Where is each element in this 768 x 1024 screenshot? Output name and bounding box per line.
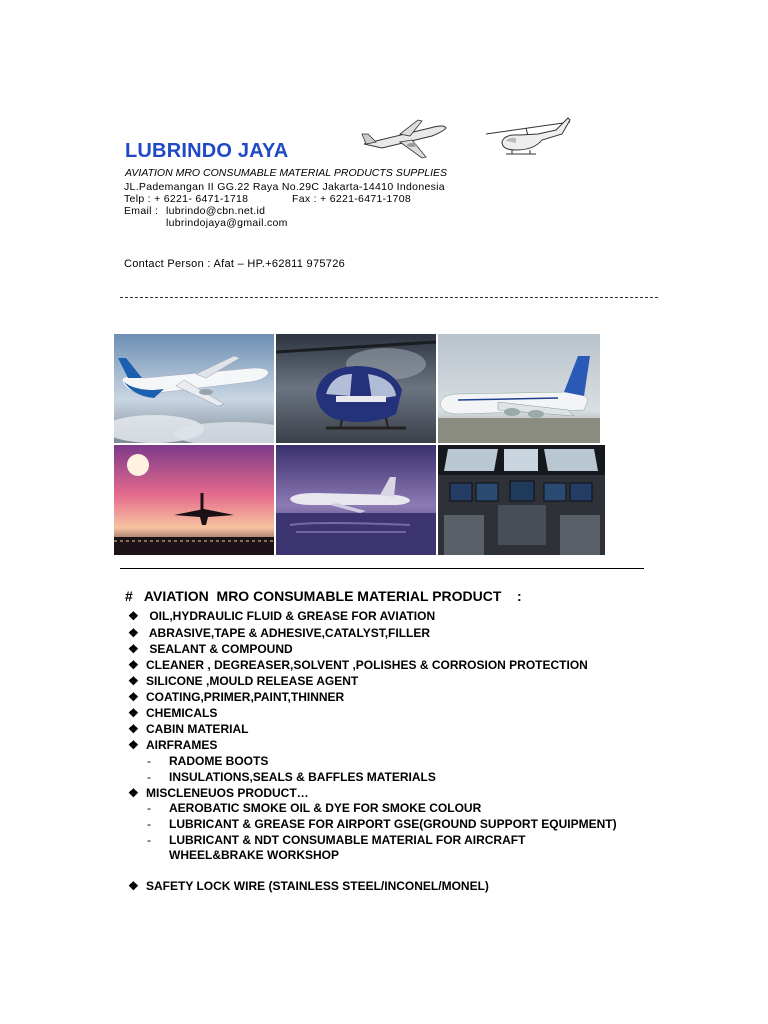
sunset-landing-photo	[114, 445, 274, 555]
dash-bullet: -	[147, 770, 151, 784]
dash-bullet: -	[147, 801, 151, 815]
dashed-divider	[120, 297, 658, 298]
diamond-bullet-icon: ❖	[128, 690, 139, 704]
list-item-text: OIL,HYDRAULIC FLUID & GREASE FOR AVIATION	[149, 609, 436, 623]
section-divider	[120, 568, 644, 569]
dash-bullet: -	[147, 754, 151, 768]
diamond-bullet-icon: ❖	[128, 658, 139, 672]
list-item-text: INSULATIONS,SEALS & BAFFLES MATERIALS	[169, 770, 436, 784]
diamond-bullet-icon: ❖	[128, 609, 139, 623]
diamond-bullet-icon: ❖	[128, 706, 139, 720]
list-item-text: WHEEL&BRAKE WORKSHOP	[169, 848, 339, 862]
sub-list-item	[128, 770, 436, 784]
airliner-sketch-icon	[360, 118, 450, 162]
list-item-text: CABIN MATERIAL	[146, 722, 249, 736]
list-item	[128, 674, 358, 688]
sub-list-item	[128, 817, 617, 831]
product-section-heading: # AVIATION MRO CONSUMABLE MATERIAL PRODUCT :	[125, 588, 522, 604]
list-item	[128, 706, 217, 720]
list-item-text: SAFETY LOCK WIRE (STAINLESS STEEL/INCONEL/MONEL)	[146, 879, 489, 893]
sub-list-item	[128, 801, 481, 815]
telephone: Telp : + 6221- 6471-1718	[124, 193, 249, 205]
list-item-text: CHEMICALS	[146, 706, 218, 720]
diamond-bullet-icon: ❖	[128, 674, 139, 688]
jet-airliner-sky-photo	[114, 334, 274, 443]
list-item-text: AEROBATIC SMOKE OIL & DYE FOR SMOKE COLOUR	[169, 801, 482, 815]
helicopter-sketch-icon	[482, 108, 576, 162]
contact-person: Contact Person : Afat – HP.+62811 975726	[124, 258, 346, 270]
address: JL.Pademangan II GG.22 Raya No.29C Jakarta-14410 Indonesia	[124, 181, 445, 193]
dash-bullet: -	[147, 817, 151, 831]
list-item	[128, 690, 344, 704]
list-item	[128, 786, 309, 800]
list-item-text: MISCLENEUOS PRODUCT…	[146, 786, 309, 800]
list-item-text: LUBRICANT & GREASE FOR AIRPORT GSE(GROUND SUPPORT EQUIPMENT)	[169, 817, 617, 831]
list-item-text: SILICONE ,MOULD RELEASE AGENT	[146, 674, 359, 688]
list-item	[128, 879, 489, 893]
helicopter-photo	[276, 334, 436, 443]
list-item	[128, 738, 217, 752]
list-item-text: AIRFRAMES	[146, 738, 218, 752]
diamond-bullet-icon: ❖	[128, 879, 139, 893]
email-secondary[interactable]: lubrindojaya@gmail.com	[166, 217, 288, 229]
a380-runway-photo	[438, 334, 600, 443]
list-item-text: ABRASIVE,TAPE & ADHESIVE,CATALYST,FILLER	[148, 626, 431, 640]
list-item	[128, 642, 293, 656]
diamond-bullet-icon: ❖	[128, 626, 139, 640]
diamond-bullet-icon: ❖	[128, 722, 139, 736]
email-primary[interactable]: lubrindo@cbn.net.id	[166, 205, 266, 217]
company-name: LUBRINDO JAYA	[125, 140, 289, 162]
email-label: Email :	[124, 205, 159, 217]
sub-list-item-continuation	[169, 848, 339, 862]
list-item-text: LUBRICANT & NDT CONSUMABLE MATERIAL FOR AIRCRAFT	[169, 833, 526, 847]
list-item	[128, 626, 430, 640]
dash-bullet: -	[147, 833, 151, 847]
list-item	[128, 658, 588, 672]
list-item-text: CLEANER , DEGREASER,SOLVENT ,POLISHES & CORROSION PROTECTION	[146, 658, 588, 672]
sub-list-item	[128, 754, 268, 768]
list-item	[128, 609, 435, 623]
fax: Fax : + 6221-6471-1708	[292, 193, 411, 205]
cockpit-photo	[438, 445, 605, 555]
diamond-bullet-icon: ❖	[128, 738, 139, 752]
business-jet-dusk-photo	[276, 445, 436, 555]
diamond-bullet-icon: ❖	[128, 642, 139, 656]
diamond-bullet-icon: ❖	[128, 786, 139, 800]
list-item-text: RADOME BOOTS	[169, 754, 269, 768]
list-item-text: COATING,PRIMER,PAINT,THINNER	[146, 690, 345, 704]
sub-list-item	[128, 833, 525, 847]
list-item-text: SEALANT & COMPOUND	[149, 642, 293, 656]
list-item	[128, 722, 248, 736]
company-tagline: AVIATION MRO CONSUMABLE MATERIAL PRODUCTS SUPPLIES	[125, 167, 448, 179]
